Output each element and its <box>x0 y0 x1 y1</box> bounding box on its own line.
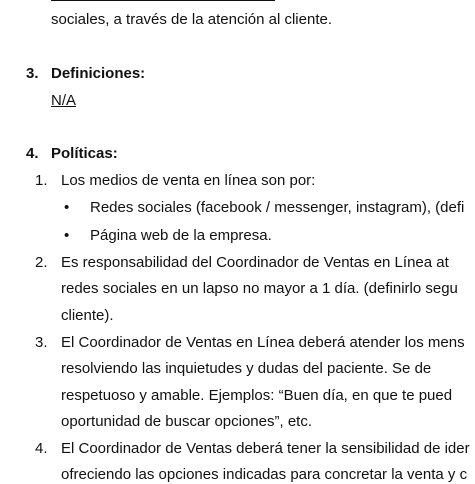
policy-4-line-2: ofreciendo las opciones indicadas para concretar la venta y c <box>61 466 468 483</box>
sales-channel-2: Página web de la empresa. <box>90 227 272 244</box>
policy-4-number: 4. <box>35 440 48 457</box>
policy-4-line-1: El Coordinador de Ventas deberá tener la sensibilidad de ider <box>61 440 470 457</box>
bullet-glyph: • <box>64 227 70 244</box>
section-4-number: 4. <box>26 145 39 162</box>
policy-3-line-1: El Coordinador de Ventas en Línea deberá atender los mens <box>61 334 465 351</box>
policy-2-line-2: redes sociales en un lapso no mayor a 1 día. (definirlo segu <box>61 280 458 297</box>
section-4-title: Políticas: <box>51 145 118 162</box>
underline-rule <box>51 0 275 1</box>
policy-1-number: 1. <box>35 172 48 189</box>
policy-3-number: 3. <box>35 334 48 351</box>
policy-2-line-1: Es responsabilidad del Coordinador de Ventas en Línea at <box>61 254 449 271</box>
policy-3-line-2: resolviendo las inquietudes y dudas del paciente. Se de <box>61 360 432 377</box>
policy-2-line-3: cliente). <box>61 307 114 324</box>
section-3-number: 3. <box>26 65 39 82</box>
section-3-value: N/A <box>51 92 77 109</box>
policy-3-line-3: respetuoso y amable. Ejemplos: “Buen día, en que te pued <box>61 387 453 404</box>
section-3-title: Definiciones: <box>51 65 146 82</box>
policy-1-line-1: Los medios de venta en línea son por: <box>61 172 316 189</box>
intro-line: sociales, a través de la atención al cliente. <box>51 11 332 28</box>
policy-3-line-4: oportunidad de buscar opciones”, etc. <box>61 413 312 430</box>
bullet-glyph: • <box>64 199 70 216</box>
policy-2-number: 2. <box>35 254 48 271</box>
sales-channel-1: Redes sociales (facebook / messenger, instagram), (defi <box>90 199 465 216</box>
